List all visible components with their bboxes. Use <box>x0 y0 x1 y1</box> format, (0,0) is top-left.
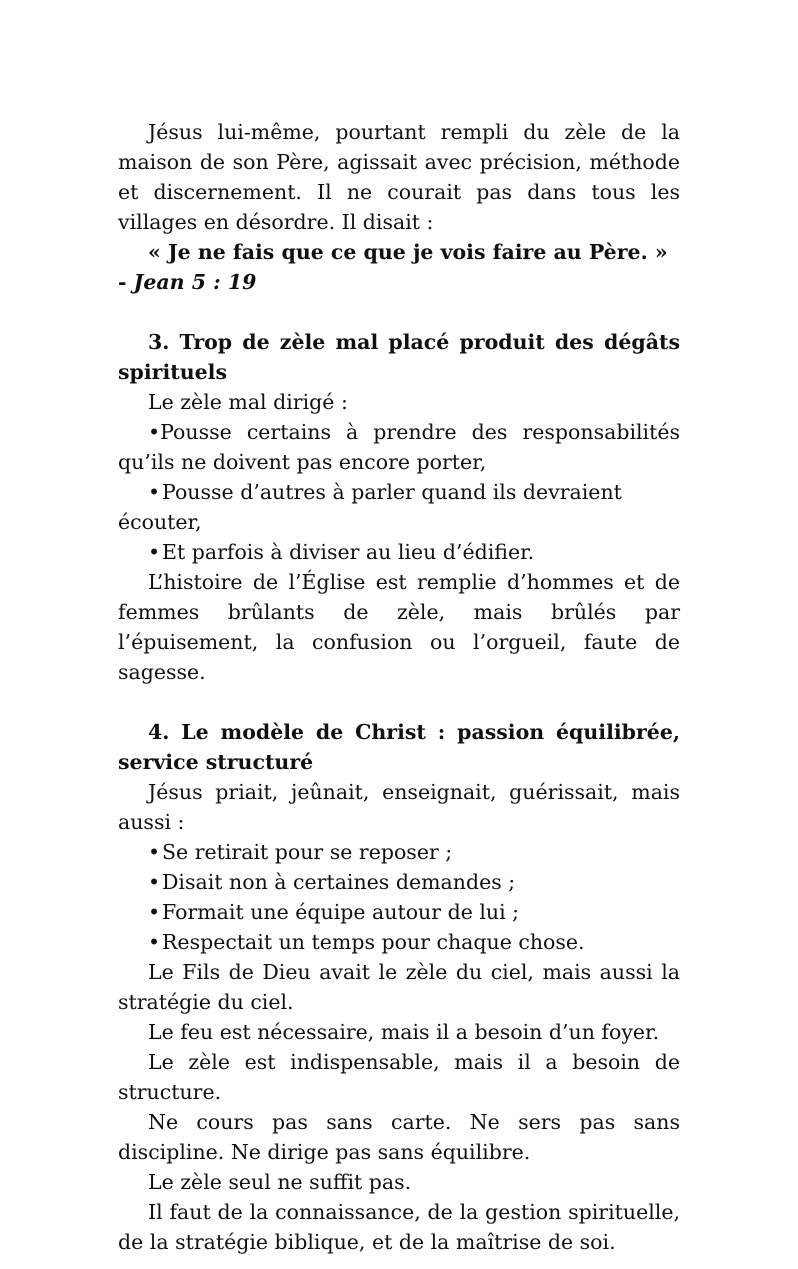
section-4-paragraph: Le feu est nécessaire, mais il a besoin d’un foyer. <box>148 1020 660 1044</box>
section-4-paragraph: Le zèle seul ne suffit pas. <box>148 1170 412 1194</box>
bullet-item <box>118 477 680 537</box>
bullet-item <box>118 537 680 567</box>
quote-separator: - <box>118 270 134 294</box>
bullet-text: Disait non à certaines demandes ; <box>162 870 516 894</box>
quote-text: « Je ne fais que ce que je vois faire au Père. » <box>148 240 668 264</box>
quote-reference: Jean 5 : 19 <box>133 270 257 294</box>
bullet-icon: • <box>148 930 161 954</box>
bullet-item <box>118 867 680 897</box>
scripture-quote <box>118 237 680 297</box>
bullet-text: Se retirait pour se reposer ; <box>162 840 453 864</box>
bullet-text: Et parfois à diviser au lieu d’édifier. <box>162 540 535 564</box>
page-body <box>118 117 680 1257</box>
section-3-paragraph: L’histoire de l’Église est remplie d’hommes et de femmes brûlants de zèle, mais brûlés par l’épuisement, la confusion ou l’orgueil, faute de sagesse. <box>118 570 680 684</box>
section-4-paragraph: Il faut de la connaissance, de la gestion spirituelle, de la stratégie biblique, et de la maîtrise de soi. <box>118 1200 680 1254</box>
bullet-icon: • <box>148 840 161 864</box>
bullet-text: Formait une équipe autour de lui ; <box>162 900 520 924</box>
bullet-text: Pousse certains à prendre des responsabilités qu’ils ne doivent pas encore porter, <box>118 420 680 474</box>
section-4-heading: 4. Le modèle de Christ : passion équilibrée, service structuré <box>118 720 680 774</box>
section-3-intro: Le zèle mal dirigé : <box>148 390 348 414</box>
bullet-item <box>118 897 680 927</box>
bullet-icon: • <box>148 420 161 444</box>
bullet-icon: • <box>148 900 161 924</box>
section-4-paragraph: Le Fils de Dieu avait le zèle du ciel, mais aussi la stratégie du ciel. <box>118 960 680 1014</box>
section-4-intro: Jésus priait, jeûnait, enseignait, guérissait, mais aussi : <box>118 780 680 834</box>
section-4-paragraph: Le zèle est indispensable, mais il a besoin de structure. <box>118 1050 680 1104</box>
bullet-icon: • <box>148 540 161 564</box>
bullet-item <box>118 927 680 957</box>
bullet-item <box>118 837 680 867</box>
bullet-item <box>118 417 680 477</box>
paragraph-intro: Jésus lui-même, pourtant rempli du zèle de la maison de son Père, agissait avec précision, méthode et discernement. Il ne courait pas dans tous les villages en désordre. Il disait : <box>118 120 680 234</box>
section-3-heading: 3. Trop de zèle mal placé produit des dégâts spirituels <box>118 330 680 384</box>
bullet-icon: • <box>148 480 161 504</box>
bullet-icon: • <box>148 870 161 894</box>
bullet-text: Respectait un temps pour chaque chose. <box>162 930 585 954</box>
bullet-text: Pousse d’autres à parler quand ils devraient écouter, <box>118 480 622 534</box>
section-4-paragraph: Ne cours pas sans carte. Ne sers pas sans discipline. Ne dirige pas sans équilibre. <box>118 1110 680 1164</box>
